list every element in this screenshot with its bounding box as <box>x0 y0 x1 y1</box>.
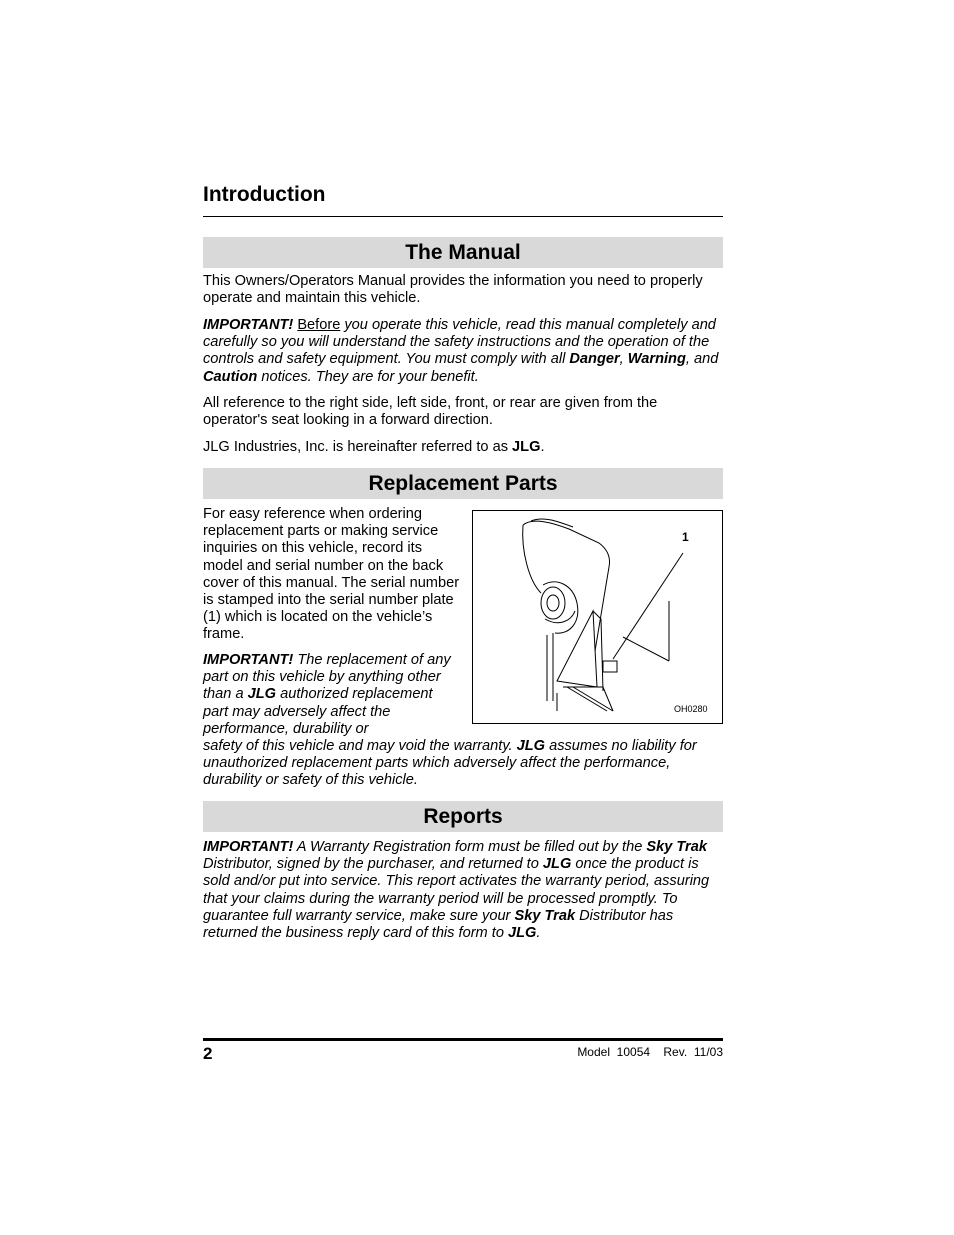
model-number: 10054 <box>616 1045 651 1059</box>
parts-note-text-full: safety of this vehicle and may void the warranty. JLG assumes no liability for unauthorized replacement parts which adversely affect the performance, durability or safety of this vehicle. <box>203 738 697 789</box>
header-rule <box>203 216 723 217</box>
parts-paragraph: For easy reference when ordering replacement parts or making service inquiries on this vehicle, record its model and serial number on the back cover of this manual. The serial number is stamped into the serial number plate (1) which is located on the vehicle’s frame. <box>203 506 460 643</box>
page-number: 2 <box>203 1044 213 1063</box>
sky-trak-term: Sky Trak <box>514 907 576 924</box>
manual-important-note: IMPORTANT! Before you operate this vehicle, read this manual completely and carefully so you will understand the safety instructions and the operation of the controls and safety equipment. You must comply with all Danger, Warning, and Caution notices. They are for your benefit. <box>203 317 719 385</box>
jlg-reference-paragraph: JLG Industries, Inc. is hereinafter referred to as JLG. <box>203 439 545 455</box>
before-underlined: Before <box>297 317 341 333</box>
orientation-paragraph: All reference to the right side, left side, front, or rear are given from the operator's seat looking in a forward direction. <box>203 395 658 429</box>
parts-important-note: IMPORTANT! The replacement of any part on this vehicle by anything other than a JLG authorized replacement part may adversely affect the performance, durability or safety of this vehicle and may void the warranty. JLG assumes no liability for unauthorized replacement parts which adversely affect the performance, durability or safety of this vehicle. <box>203 652 723 790</box>
important-label: IMPORTANT! <box>203 317 294 333</box>
footer-rule <box>203 1038 723 1041</box>
section-heading-replacement-parts: Replacement Parts <box>203 468 723 499</box>
figure-id: OH0280 <box>674 704 708 714</box>
footer-model-revision: Model 10054 Rev. 11/03 <box>577 1045 723 1059</box>
reports-important-note: IMPORTANT! A Warranty Registration form must be filled out by the Sky Trak Distributor, signed by the purchaser, and returned to JLG once the product is sold and/or put into service. This report activates the warranty period, assuring that your claims during the warranty period will be processed promptly. To guarantee full warranty service, make sure your Sky Trak Distributor has returned the business reply card of this form to JLG. <box>203 839 710 942</box>
important-label: IMPORTANT! <box>203 839 294 855</box>
sky-trak-term: Sky Trak <box>646 839 707 855</box>
caution-term: Caution <box>203 368 258 385</box>
warning-term: Warning <box>627 351 686 368</box>
chapter-title: Introduction <box>203 183 326 206</box>
jlg-term: JLG <box>516 738 546 755</box>
danger-term: Danger <box>569 351 620 368</box>
figure-callout-number: 1 <box>682 530 689 544</box>
important-label: IMPORTANT! <box>203 652 294 668</box>
jlg-term: JLG <box>512 439 541 455</box>
parts-note-text-narrow: authorized replacement part may adversely affect the performance, durability or <box>203 686 433 737</box>
section-heading-the-manual: The Manual <box>203 237 723 268</box>
jlg-term: JLG <box>508 925 537 942</box>
manual-intro-paragraph: This Owners/Operators Manual provides the information you need to properly operate and maintain this vehicle. <box>203 273 703 307</box>
section-heading-reports: Reports <box>203 801 723 832</box>
revision-date: 11/03 <box>693 1045 723 1059</box>
jlg-term: JLG <box>542 856 572 873</box>
jlg-term: JLG <box>247 686 277 703</box>
